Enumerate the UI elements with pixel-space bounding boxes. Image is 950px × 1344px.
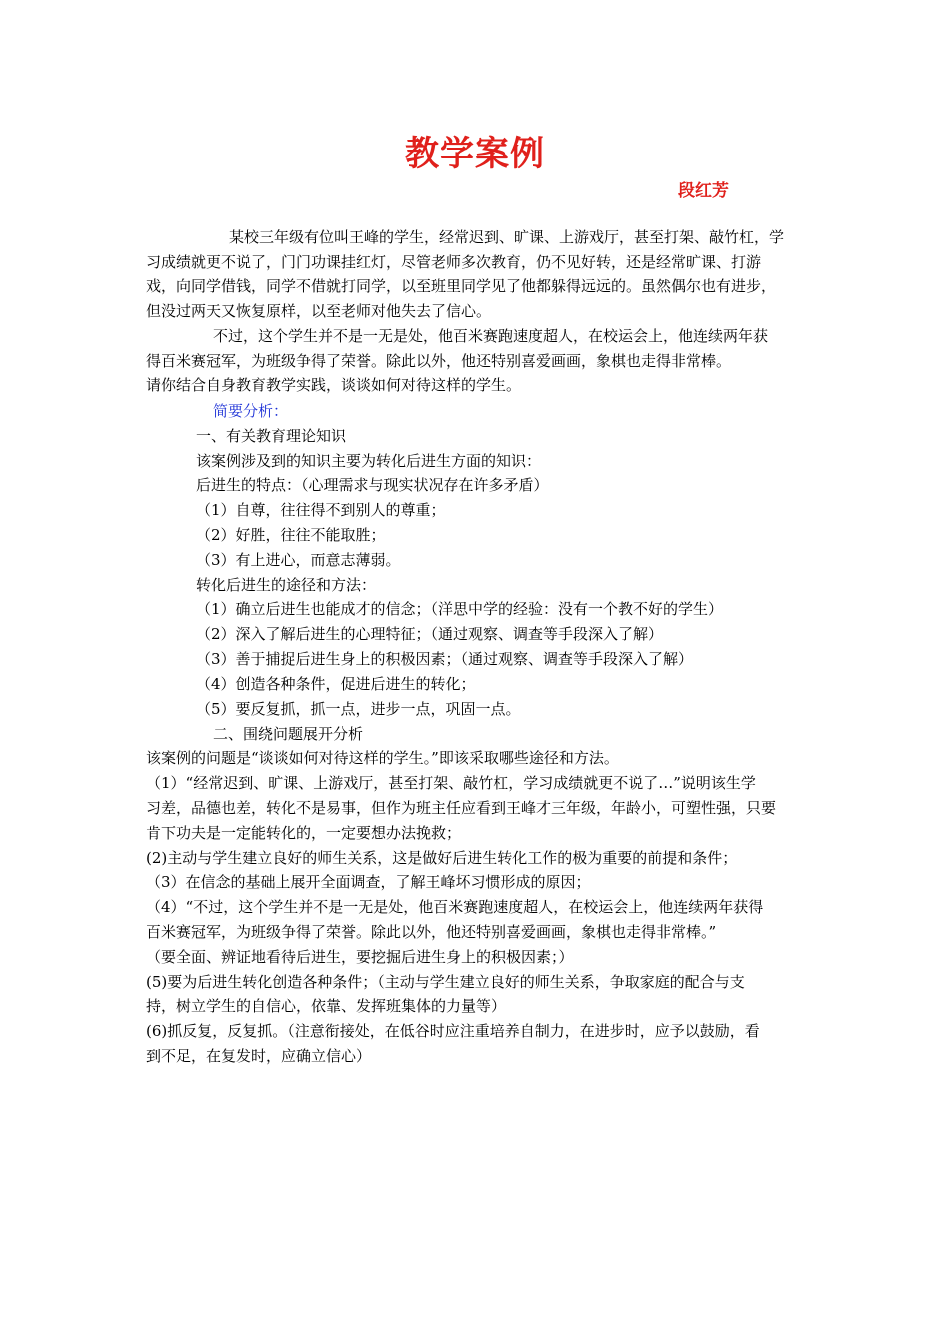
paragraph-line: 习差，品德也差，转化不是易事，但作为班主任应看到王峰才三年级，年龄小，可塑性强，只要	[146, 799, 777, 817]
section-heading: 一、有关教育理论知识	[196, 427, 347, 445]
analysis-heading: 简要分析：	[213, 402, 289, 420]
document-author: 段红芳	[678, 181, 729, 201]
list-item: （4）创造各种条件，促进后进生的转化；	[196, 675, 476, 693]
list-item: （3）有上进心，而意志薄弱。	[196, 551, 401, 569]
paragraph-line: （要全面、辨证地看待后进生，要挖掘后进生身上的积极因素；）	[146, 948, 574, 966]
paragraph-line: 戏，向同学借钱，同学不借就打同学，以至班里同学见了他都躲得远远的。虽然偶尔也有进步，	[146, 277, 777, 295]
paragraph-line: 但没过两天又恢复原样，以至老师对他失去了信心。	[146, 302, 492, 320]
paragraph-line: 该案例涉及到的知识主要为转化后进生方面的知识：	[196, 452, 542, 470]
paragraph-line: 该案例的问题是“谈谈如何对待这样的学生。”即该采取哪些途径和方法。	[146, 749, 619, 767]
paragraph-line: 得百米赛冠军，为班级争得了荣誉。除此以外，他还特别喜爱画画，象棋也走得非常棒。	[146, 352, 732, 370]
paragraph-line: (2)主动与学生建立良好的师生关系，这是做好后进生转化工作的极为重要的前提和条件；	[146, 849, 738, 867]
paragraph-line: （4）“不过，这个学生并不是一无是处，他百米赛跑速度超人，在校运会上，他连续两年获得	[146, 898, 764, 916]
paragraph-line: (5)要为后进生转化创造各种条件；（主动与学生建立良好的师生关系，争取家庭的配合与支	[146, 973, 745, 991]
list-item: （1）自尊，往往得不到别人的尊重；	[196, 501, 446, 519]
document-title: 教学案例	[405, 134, 545, 174]
paragraph-line: 百米赛冠军，为班级争得了荣誉。除此以外，他还特别喜爱画画，象棋也走得非常棒。”	[146, 923, 717, 941]
paragraph-line: 持，树立学生的自信心，依靠、发挥班集体的力量等）	[146, 997, 507, 1015]
question-line: 请你结合自身教育教学实践，谈谈如何对待这样的学生。	[146, 376, 522, 394]
paragraph-line: 某校三年级有位叫王峰的学生，经常迟到、旷课、上游戏厅，甚至打架、敲竹杠，学	[229, 228, 785, 246]
paragraph-line: （1）“经常迟到、旷课、上游戏厅，甚至打架、敲竹杠，学习成绩就更不说了…”说明该生学	[146, 774, 756, 792]
list-item: （2）深入了解后进生的心理特征；（通过观察、调查等手段深入了解）	[196, 625, 664, 643]
paragraph-line: (6)抓反复，反复抓。（注意衔接处，在低谷时应注重培养自制力，在进步时，应予以鼓励，看	[146, 1022, 760, 1040]
paragraph-line: 后进生的特点：（心理需求与现实状况存在许多矛盾）	[196, 476, 549, 494]
paragraph-line: 转化后进生的途径和方法：	[196, 576, 377, 594]
list-item: （3）善于捕捉后进生身上的积极因素；（通过观察、调查等手段深入了解）	[196, 650, 694, 668]
list-item: （5）要反复抓，抓一点，进步一点，巩固一点。	[196, 700, 521, 718]
paragraph-line: （3）在信念的基础上展开全面调查，了解王峰坏习惯形成的原因；	[146, 873, 591, 891]
paragraph-line: 不过，这个学生并不是一无是处，他百米赛跑速度超人，在校运会上，他连续两年获	[213, 327, 769, 345]
list-item: （2）好胜，往往不能取胜；	[196, 526, 386, 544]
paragraph-line: 习成绩就更不说了，门门功课挂红灯，尽管老师多次教育，仍不见好转，还是经常旷课、打游	[146, 253, 762, 271]
paragraph-line: 肯下功夫是一定能转化的，一定要想办法挽救；	[146, 824, 462, 842]
paragraph-line: 到不足，在复发时，应确立信心）	[146, 1047, 372, 1065]
section-heading: 二、围绕问题展开分析	[213, 725, 364, 743]
list-item: （1）确立后进生也能成才的信念；（洋思中学的经验：没有一个教不好的学生）	[196, 600, 724, 618]
